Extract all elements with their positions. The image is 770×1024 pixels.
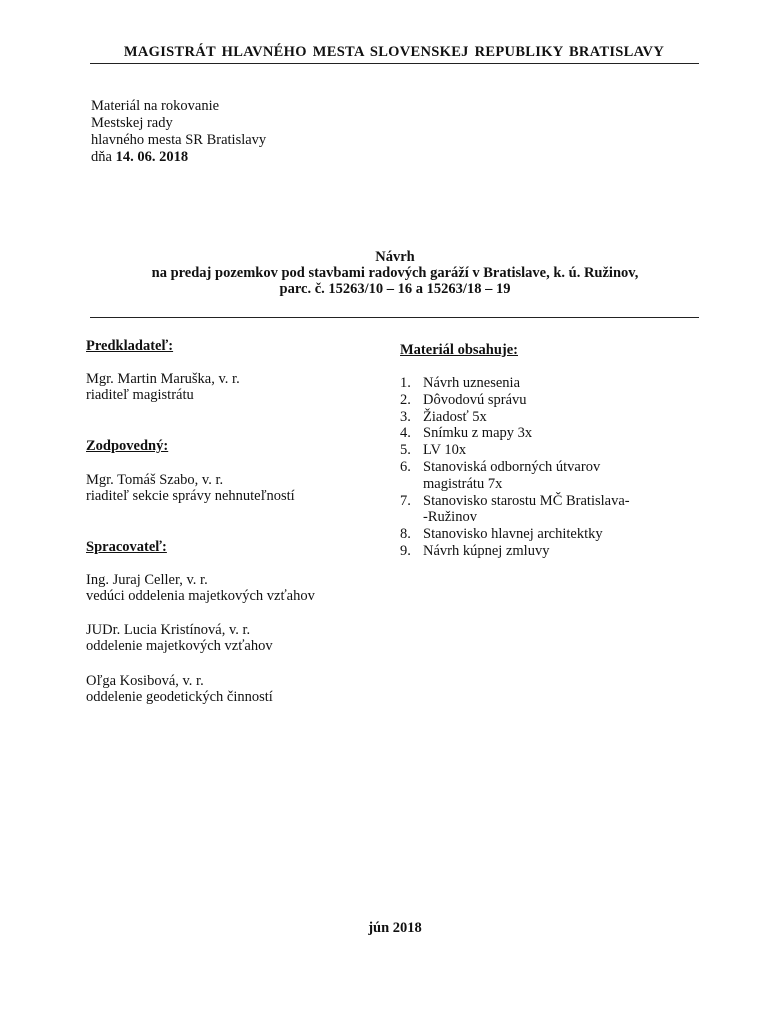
item-continuation: magistrátu 7x <box>423 475 503 492</box>
contents-heading: Materiál obsahuje: <box>400 342 518 358</box>
meeting-date: 14. 06. 2018 <box>115 149 189 165</box>
item-text: Žiadosť 5x <box>423 408 487 425</box>
document-header: MAGISTRÁT HLAVNÉHO MESTA SLOVENSKEJ REPUBLIKY BRATISLAVY <box>123 44 665 60</box>
intro-line: Mestskej rady <box>91 115 173 131</box>
list-item <box>400 409 700 426</box>
person-name: Mgr. Martin Maruška, v. r. <box>86 371 240 387</box>
zodpovedny-heading: Zodpovedný: <box>86 438 169 454</box>
person-name: Mgr. Tomáš Szabo, v. r. <box>86 472 224 488</box>
predkladatel-person <box>86 371 240 403</box>
item-text: Dôvodovú správu <box>423 391 527 408</box>
item-text: Návrh uznesenia <box>423 375 521 391</box>
person-name: Oľga Kosibová, v. r. <box>86 673 204 689</box>
list-item <box>400 493 700 510</box>
item-text: Návrh kúpnej zmluvy <box>423 542 550 559</box>
document-title <box>100 249 690 297</box>
item-text: Stanoviská odborných útvarov <box>423 458 601 475</box>
person-role: riaditeľ sekcie správy nehnuteľností <box>86 488 295 504</box>
list-item <box>400 459 700 476</box>
item-text: Snímku z mapy 3x <box>423 425 533 442</box>
zodpovedny-person <box>86 472 295 504</box>
list-item <box>400 543 700 560</box>
list-item <box>400 425 700 442</box>
item-text: Stanovisko hlavnej architektky <box>423 526 603 543</box>
item-number: 8. <box>400 526 411 543</box>
title-line: Návrh <box>375 249 415 265</box>
intro-block <box>91 98 266 166</box>
item-number: 7. <box>400 492 411 509</box>
item-text: LV 10x <box>423 442 467 459</box>
list-item <box>400 375 700 392</box>
contents-list <box>400 375 700 560</box>
title-line: na predaj pozemkov pod stavbami radových garáží v Bratislave, k. ú. Ružinov, <box>151 265 639 281</box>
list-item <box>400 526 700 543</box>
person-name: JUDr. Lucia Kristínová, v. r. <box>86 622 251 638</box>
intro-line: hlavného mesta SR Bratislavy <box>91 132 267 148</box>
item-number: 9. <box>400 542 411 559</box>
person-role: vedúci oddelenia majetkových vzťahov <box>86 588 315 604</box>
item-continuation: -Ružinov <box>423 509 477 526</box>
item-number: 3. <box>400 408 411 425</box>
spracovatel-person <box>86 622 273 654</box>
person-name: Ing. Juraj Celler, v. r. <box>86 572 208 588</box>
date-prefix: dňa <box>91 149 112 165</box>
title-divider <box>90 317 699 318</box>
spracovatel-heading: Spracovateľ: <box>86 539 167 555</box>
predkladatel-heading: Predkladateľ: <box>86 338 174 354</box>
title-line: parc. č. 15263/10 – 16 a 15263/18 – 19 <box>279 281 511 297</box>
item-text: Stanovisko starostu MČ Bratislava- <box>423 492 630 509</box>
item-number: 4. <box>400 425 411 442</box>
item-number: 6. <box>400 458 411 475</box>
footer-date: jún 2018 <box>368 920 422 936</box>
header-divider <box>90 63 699 64</box>
person-role: oddelenie majetkových vzťahov <box>86 638 273 654</box>
intro-line: Materiál na rokovanie <box>91 98 220 114</box>
list-item <box>400 392 700 409</box>
item-number: 1. <box>400 375 411 391</box>
spracovatel-person <box>86 673 273 705</box>
spracovatel-person <box>86 572 315 604</box>
list-item <box>400 442 700 459</box>
person-role: riaditeľ magistrátu <box>86 387 194 403</box>
item-number: 5. <box>400 442 411 459</box>
meeting-date-line <box>91 149 266 166</box>
person-role: oddelenie geodetických činností <box>86 689 273 705</box>
item-number: 2. <box>400 391 411 408</box>
